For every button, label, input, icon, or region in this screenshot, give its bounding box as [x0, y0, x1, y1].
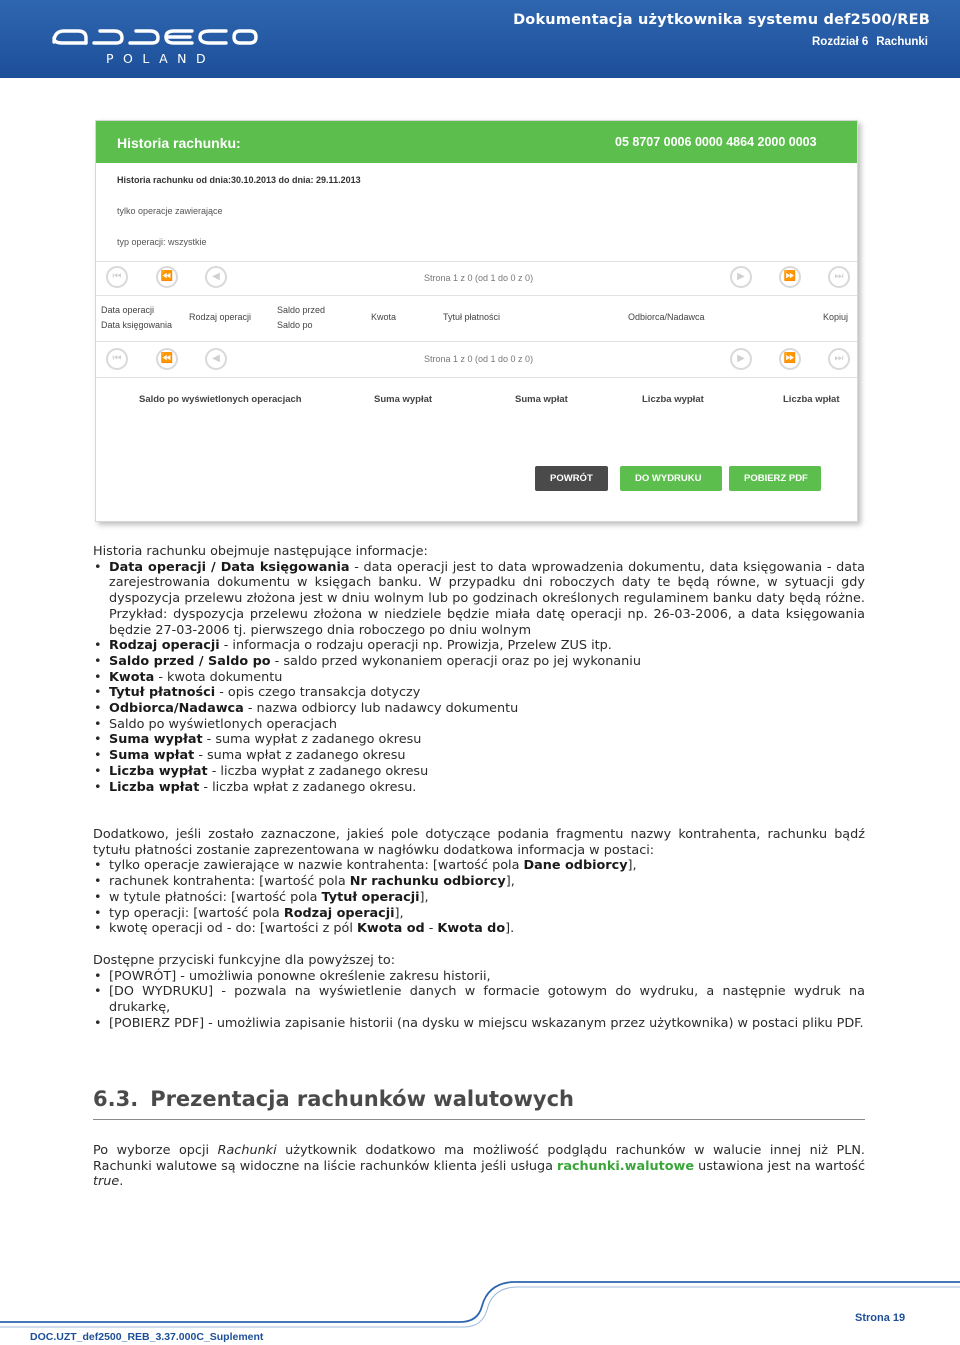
- summary-count-payments: Liczba wypłat: [642, 394, 704, 405]
- col-copy[interactable]: Kopiuj: [823, 312, 849, 322]
- next-page-icon[interactable]: ▶: [730, 348, 752, 370]
- download-pdf-button[interactable]: POBIERZ PDF: [729, 466, 821, 491]
- col-saldo-after: Saldo po: [277, 320, 313, 330]
- history-title: Historia rachunku:: [117, 135, 241, 151]
- next-fast-icon[interactable]: ⏩: [779, 348, 801, 370]
- prev-page-icon[interactable]: ◀: [205, 266, 227, 288]
- asseco-logo: [50, 24, 260, 68]
- list-item: • tylko operacje zawierające w nazwie kontrahenta: [wartość pola Dane odbiorcy],: [93, 858, 865, 874]
- account-history-screenshot: [95, 120, 858, 522]
- list-item: • Rodzaj operacji - informacja o rodzaju operacji np. Prowizja, Przelew ZUS itp.: [93, 638, 865, 654]
- list-item: • Suma wpłat - suma wpłat z zadanego okresu: [93, 748, 865, 764]
- page-header: [0, 0, 960, 78]
- col-saldo-before: Saldo przed: [277, 305, 326, 315]
- last-page-icon[interactable]: ⏭: [828, 266, 850, 288]
- next-fast-icon[interactable]: ⏩: [779, 266, 801, 288]
- filter-operation-type: typ operacji: wszystkie: [117, 237, 207, 247]
- back-button[interactable]: POWRÓT: [535, 466, 608, 491]
- paragraph: Po wyborze opcji Rachunki użytkownik dodatkowo ma możliwość podglądu rachunków w walucie innej niż PLN. Rachunki walutowe są widoczne na liście rachunków klienta jeśli usługa rachunki.walutowe ustawiona jest na wartość true.: [93, 1143, 865, 1190]
- section-heading: [93, 1087, 865, 1120]
- divider: [96, 295, 857, 296]
- first-page-icon[interactable]: ⏮: [106, 266, 128, 288]
- fields-intro: Historia rachunku obejmuje następujące informacje:: [93, 544, 428, 559]
- fields-list: [93, 560, 865, 796]
- page-number: Strona 19: [855, 1312, 906, 1324]
- prev-page-icon[interactable]: ◀: [205, 348, 227, 370]
- chapter-number: Rozdział 6: [812, 36, 869, 48]
- prev-fast-icon[interactable]: ⏪: [156, 348, 178, 370]
- list-item: • Liczba wypłat - liczba wypłat z zadanego okresu: [93, 764, 865, 780]
- history-title-bar: [96, 121, 857, 163]
- list-item: • w tytule płatności: [wartość pola Tytuł operacji],: [93, 890, 865, 906]
- list-item: • Data operacji / Data księgowania - data operacji jest to data wprowadzenia dokumentu, data księgowania - data zarejestrowania dokumentu w księgach banku. W przypadku dni roboczych daty te będą równe, w sytuacji gdy dyspozycja przelewu złożona jest w dniu wolnym lub po godzinach określonych regulaminem banku daty będą różne. Przykład: dyspozycja przelewu złożona w niedziele będzie miała datę operacji np. 26-03-2006, a data księgowania będzie 27-03-2006 tj. pierwszego dnia roboczego po dniu wolnym: [93, 560, 865, 639]
- summary-count-deposits: Liczba wpłat: [783, 394, 840, 405]
- extra-list: [93, 858, 865, 937]
- list-item: • Tytuł płatności - opis czego transakcja dotyczy: [93, 685, 865, 701]
- summary-saldo: Saldo po wyświetlonych operacjach: [139, 394, 302, 405]
- prev-fast-icon[interactable]: ⏪: [156, 266, 178, 288]
- functions-intro: Dostępne przyciski funkcyjne dla powyższej to:: [93, 953, 396, 968]
- summary-sum-payments: Suma wypłat: [374, 394, 433, 405]
- col-saldo[interactable]: [277, 303, 325, 333]
- print-button[interactable]: DO WYDRUKU: [620, 466, 722, 491]
- list-item: • [POBIERZ PDF] - umożliwia zapisanie historii (na dysku w miejscu wskazanym przez użytkownika) w postaci pliku PDF.: [93, 1016, 865, 1032]
- chapter-name: Rachunki: [876, 36, 928, 48]
- list-item: • typ operacji: [wartość pola Rodzaj operacji],: [93, 906, 865, 922]
- col-operation-type[interactable]: Rodzaj operacji: [189, 312, 252, 322]
- divider: [96, 261, 857, 262]
- col-amount[interactable]: Kwota: [371, 312, 397, 322]
- col-date-booking: Data księgowania: [101, 320, 173, 330]
- extra-info: [93, 827, 865, 937]
- function-buttons: [93, 953, 865, 1032]
- divider: [96, 341, 857, 342]
- section-paragraph: [93, 1143, 865, 1190]
- section-number: 6.3.: [93, 1087, 139, 1111]
- summary-sum-deposits: Suma wpłat: [515, 394, 568, 405]
- list-item: • [POWRÓT] - umożliwia ponowne określenie zakresu historii,: [93, 969, 865, 985]
- svg-text:POLAND: POLAND: [106, 51, 216, 66]
- pager-info-top: Strona 1 z 0 (od 1 do 0 z 0): [424, 273, 534, 283]
- col-dates[interactable]: [101, 303, 172, 333]
- last-page-icon[interactable]: ⏭: [828, 348, 850, 370]
- chapter-label: [812, 36, 928, 48]
- col-payment-title[interactable]: Tytuł płatności: [443, 312, 501, 322]
- list-item: • Saldo przed / Saldo po - saldo przed wykonaniem operacji oraz po jej wykonaniu: [93, 654, 865, 670]
- filter-contains: tylko operacje zawierające: [117, 206, 223, 216]
- list-item: • [DO WYDRUKU] - pozwala na wyświetlenie danych w formacie gotowym do wydruku, a następnie wydruk na drukarkę,: [93, 984, 865, 1015]
- list-item: • Saldo po wyświetlonych operacjach: [93, 717, 865, 733]
- pager-info-bottom: Strona 1 z 0 (od 1 do 0 z 0): [424, 354, 534, 364]
- section-title: Prezentacja rachunków walutowych: [150, 1087, 574, 1111]
- list-item: • Liczba wpłat - liczba wpłat z zadanego okresu.: [93, 780, 865, 796]
- fields-description: [93, 544, 865, 795]
- functions-list: [93, 969, 865, 1032]
- document-title: Dokumentacja użytkownika systemu def2500/REB: [513, 12, 930, 28]
- document-code: DOC.UZT_def2500_REB_3.37.000C_Suplement: [30, 1331, 264, 1343]
- history-date-range: Historia rachunku od dnia:30.10.2013 do dnia: 29.11.2013: [117, 175, 361, 185]
- first-page-icon[interactable]: ⏮: [106, 348, 128, 370]
- list-item: • Suma wypłat - suma wypłat z zadanego okresu: [93, 732, 865, 748]
- account-number: 05 8707 0006 0000 4864 2000 0003: [615, 135, 817, 149]
- list-item: • kwotę operacji od - do: [wartości z pól Kwota od - Kwota do].: [93, 921, 865, 937]
- divider: [96, 377, 857, 378]
- list-item: • rachunek kontrahenta: [wartość pola Nr rachunku odbiorcy],: [93, 874, 865, 890]
- col-counterparty[interactable]: Odbiorca/Nadawca: [628, 312, 705, 322]
- list-item: • Odbiorca/Nadawca - nazwa odbiorcy lub nadawcy dokumentu: [93, 701, 865, 717]
- extra-intro: Dodatkowo, jeśli zostało zaznaczone, jakieś pole dotyczące podania fragmentu nazwy kontrahenta, rachunku bądź tytułu płatności zostanie zaprezentowana w nagłówku dodatkowa informacja w postaci:: [93, 827, 865, 858]
- next-page-icon[interactable]: ▶: [730, 266, 752, 288]
- list-item: • Kwota - kwota dokumentu: [93, 670, 865, 686]
- col-date-operation: Data operacji: [101, 305, 155, 315]
